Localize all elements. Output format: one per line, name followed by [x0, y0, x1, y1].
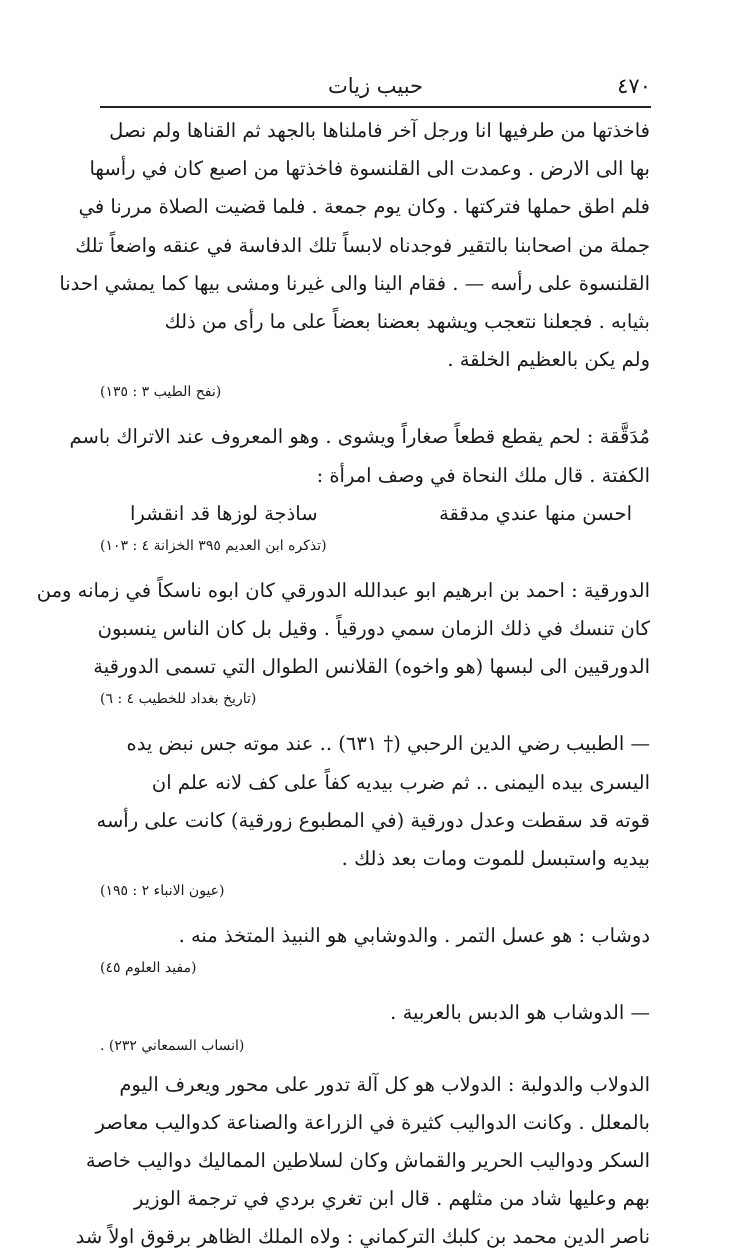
paragraph — [96, 725, 650, 905]
text-line: دوشاب : هو عسل التمر . والدوشابي هو النبيذ المتخذ منه . — [178, 924, 650, 948]
text-line: الكفتة . قال ملك النحاة في وصف امرأة : — [316, 463, 650, 487]
paragraph — [69, 418, 650, 560]
text-line: فلم اطق حملها فتركتها . وكان يوم جمعة . فلما قضيت الصلاة مررنا في — [78, 195, 650, 219]
text-line: كان تنسك في ذلك الزمان سمي دورقياً . وقيل بل كان الناس ينسبون — [97, 617, 650, 641]
verse-second-hemistich: ساذجة لوزها قد انقشرا — [130, 501, 318, 525]
page-number: ٤٧٠ — [617, 74, 651, 98]
text-line: مُدَقَّقة : لحم يقطع قطعاً صغاراً ويشوى . وهو المعروف عند الاتراك باسم — [69, 425, 650, 449]
text-line: القلنسوة على رأسه — . فقام الينا والى غيرنا ومشى بيها كما يمشي احدنا — [59, 271, 650, 295]
paragraph — [75, 1066, 650, 1257]
source-citation: (تذكره ابن العديم ٣٩٥ الخزانة ٤ : ١٠٣) — [100, 537, 327, 554]
text-line: السكر ودواليب الحرير والقماش وكان لسلاطين المماليك دواليب خاصة — [85, 1148, 650, 1172]
text-line: اليسرى بيده اليمنى .. ثم ضرب بيديه كفاً على كف لانه علم ان — [151, 770, 650, 794]
source-citation: (مفيد العلوم ٤٥) — [100, 960, 197, 977]
page-header — [100, 70, 651, 108]
text-line: — الطبيب رضي الدين الرحبي († ٦٣١) .. عند موته جس نبض يده — [126, 732, 650, 756]
source-citation: (انساب السمعاني ٢٣٢) . — [100, 1037, 245, 1054]
text-line: قوته قد سقطت وعدل دورقية (في المطبوع زورقية) كانت على رأسه — [96, 808, 650, 832]
text-line: بيديه واستبسل للموت ومات بعد ذلك . — [341, 847, 650, 870]
source-citation: (عيون الانباء ٢ : ١٩٥) — [100, 883, 225, 900]
poem-verse — [100, 495, 650, 533]
text-line: بالمعلل . وكانت الدواليب كثيرة في الزراعة والصناعة كدواليب معاصر — [95, 1110, 650, 1134]
text-line: الدورقيين الى لبسها (هو واخوه) القلانس الطوال التي تسمى الدورقية — [93, 655, 650, 679]
source-citation: (نفح الطيب ٣ : ١٣٥) — [100, 384, 222, 401]
paragraph — [59, 112, 650, 406]
text-line: — الدوشاب هو الدبس بالعربية . — [390, 1001, 650, 1025]
verse-first-hemistich: احسن منها عندي مدققة — [439, 501, 632, 525]
text-line: بهم وعليها شاد من مثلهم . قال ابن تغري بردي في ترجمة الوزير — [134, 1187, 650, 1211]
running-title: حبيب زيات — [327, 74, 424, 98]
text-line: ناصر الدين محمد بن كلبك التركماني : ولاه الملك الظاهر برقوق اولاً شد — [75, 1225, 650, 1249]
page-body — [36, 112, 650, 1257]
text-line: فاخذتها من طرفيها انا ورجل آخر فاملناها بالجهد ثم القناها ولم نصل — [109, 119, 650, 142]
source-citation: (تاريخ بغداد للخطيب ٤ : ٦) — [100, 691, 257, 708]
paragraph — [100, 994, 650, 1059]
paragraph — [100, 917, 650, 982]
text-line: بها الى الارض . وعمدت الى القلنسوة فاخذتها من اصبع كان في رأسها — [89, 157, 650, 181]
paragraph — [36, 572, 650, 714]
text-line: جملة من اصحابنا بالتقير فوجدناه لابساً تلك الدفاسة في عنقه واضعاً تلك — [75, 233, 650, 257]
text-line: الدورقية : احمد بن ابرهيم ابو عبدالله الدورقي كان ابوه ناسكاً في زمانه ومن — [36, 578, 650, 602]
text-line: بثيابه . فجعلنا نتعجب ويشهد بعضنا بعضاً على ما رأى من ذلك — [164, 309, 650, 333]
text-line: الدولاب والدولبة : الدولاب هو كل آلة تدور على محور ويعرف اليوم — [119, 1072, 650, 1096]
text-line: ولم يكن بالعظيم الخلقة . — [447, 348, 650, 372]
